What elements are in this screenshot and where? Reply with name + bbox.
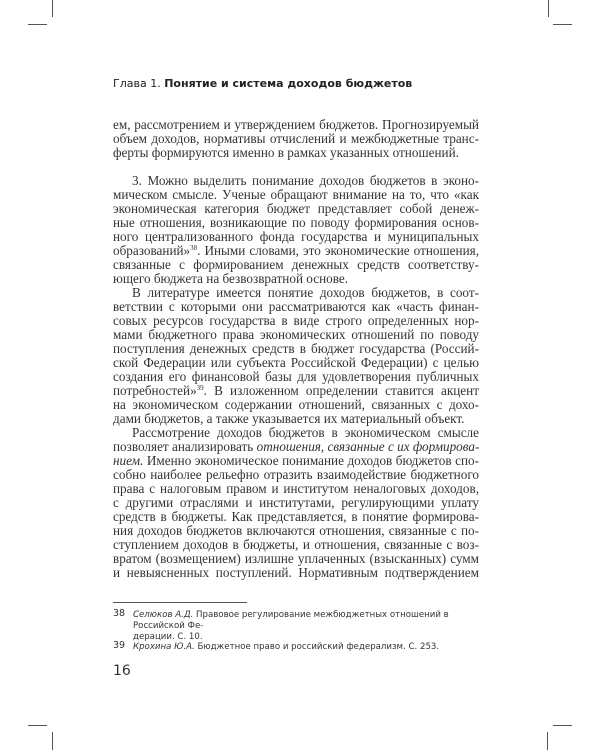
text-segment: . Иными словами, это экономические отношения, [197,243,479,258]
text-segment: с другими отраслями и институтами, регулирующими уплату [113,495,479,510]
paragraph [113,174,479,286]
text-segment: средств в бюджеты. Как представляется, в понятие формирова- [113,509,479,524]
chapter-label: Глава 1. [113,77,161,90]
text-segment: ступлением доходов в бюджеты, и отношения, связанные с воз- [113,537,479,552]
footnote-author: Селюков А.Д. [133,610,194,620]
running-header [113,77,412,90]
text-line [113,202,479,216]
text-segment: мическом смысле. Ученые обращают внимание на то, что «как [113,187,479,202]
chapter-title: Понятие и система доходов бюджетов [164,77,413,90]
text-segment: . В изложенном определении ставится акцент [203,383,479,398]
paragraph [113,426,479,580]
emphasis: нием. [113,453,144,468]
footnote-38 [113,610,483,643]
footnote-ref: 39 [196,384,204,392]
text-segment: совых ресурсов государства в виде строго определенных нор- [113,313,479,328]
text-segment: ния доходов бюджетов включаются отношения, связанные с по- [113,523,479,538]
text-segment: ферты формируются именно в рамках указанных отношений. [113,145,459,160]
crop-mark [553,24,572,25]
text-segment: ные отношения, возникающие по поводу формирования основ- [113,215,479,230]
text-segment: собно наиболее рельефно отразить взаимодействие бюджетного [113,467,479,482]
text-segment: на экономическом содержании отношений, связанных с дохо- [113,397,479,412]
text-line [113,132,479,146]
text-line [113,510,479,524]
text-line [113,482,479,496]
text-segment: права с налоговым правом и институтом неналоговых доходов, [113,481,479,496]
text-line [113,552,479,566]
text-line [113,412,479,426]
footnote-number: 38 [113,608,126,619]
text-line [113,496,479,510]
text-segment: объем доходов, нормативы отчислений и межбюджетные транс- [113,131,479,146]
footnote-number: 39 [113,640,126,651]
emphasis: отношения, связанные с их формирова- [256,439,480,454]
text-segment: и невыясненных поступлений. Нормативным подтверждением [113,565,479,580]
text-segment: создания его финансовой базы для удовлетворения публичных [113,369,479,384]
text-line [113,146,479,160]
text-line [113,174,479,188]
text-line [113,118,479,132]
text-segment: В литературе имеется понятие доходов бюджетов, в соот- [132,285,479,300]
paragraph [113,286,479,426]
text-segment: экономическая категория бюджет представляет собой денеж- [113,201,479,216]
text-line [113,342,479,356]
text-line [113,328,479,342]
text-line [113,398,479,412]
text-segment: ветствии с которыми они рассматриваются как «часть финан- [113,299,479,314]
text-segment: позволяет анализировать [113,439,257,454]
text-line [113,440,479,454]
text-segment: ного централизованного фонда государства и муниципальных [113,229,479,244]
text-line [113,454,479,468]
crop-mark [28,24,47,25]
text-line [113,524,479,538]
body-text [113,118,479,580]
text-segment: образований» [113,243,191,258]
text-segment: ем, рассмотрением и утверждением бюджетов. Прогнозируемый [113,117,479,132]
text-line [113,314,479,328]
text-segment: Именно экономическое понимание доходов бюджетов спо- [143,453,479,468]
paragraph-gap [113,160,479,174]
crop-mark [52,732,53,750]
page-number: 16 [113,663,131,679]
text-segment: ской Федерации или субъекта Российской Федерации) с целью [113,355,479,370]
text-segment: мами бюджетного права экономических отношений по поводу [113,327,479,342]
text-line [113,370,479,384]
text-line [113,384,479,398]
text-line [113,258,479,272]
paragraph [113,118,479,160]
footnote-39 [113,642,483,653]
crop-mark [553,725,572,726]
text-segment: поступления денежных средств в бюджет государства (Россий- [113,341,479,356]
text-segment: вратом (возмещением) излишне уплаченных (взысканных) сумм [113,551,479,566]
crop-mark [28,725,47,726]
crop-mark [548,0,549,17]
footnote-text: Бюджетное право и российский федерализм. С. 253. [194,642,440,652]
text-segment: дами бюджетов, а также указывается их материальный объект. [113,411,465,426]
text-segment: ющего бюджета на безвозвратной основе. [113,271,349,286]
text-line [113,230,479,244]
crop-mark [52,0,53,17]
footnote-divider [113,602,247,603]
text-line [113,426,479,440]
footnote-ref: 38 [190,244,198,252]
text-line [113,272,479,286]
text-segment: связанные с формированием денежных средств соответству- [113,257,479,272]
footnote-author: Крохина Ю.А. [133,642,195,652]
footnote-text-cont: дерации. С. 10. [133,632,203,642]
text-segment: потребностей» [113,383,197,398]
text-line [113,356,479,370]
text-line [113,300,479,314]
text-line [113,538,479,552]
text-line [113,468,479,482]
text-line [113,566,479,580]
text-line [113,188,479,202]
footnote-text: Правовое регулирование межбюджетных отношений в Российской Фе- [133,610,449,631]
text-segment: Рассмотрение доходов бюджетов в экономическом смысле [132,425,479,440]
crop-mark [547,732,548,750]
text-line [113,286,479,300]
text-line [113,216,479,230]
text-segment: 3. Можно выделить понимание доходов бюджетов в эконо- [132,173,479,188]
text-line [113,244,479,258]
